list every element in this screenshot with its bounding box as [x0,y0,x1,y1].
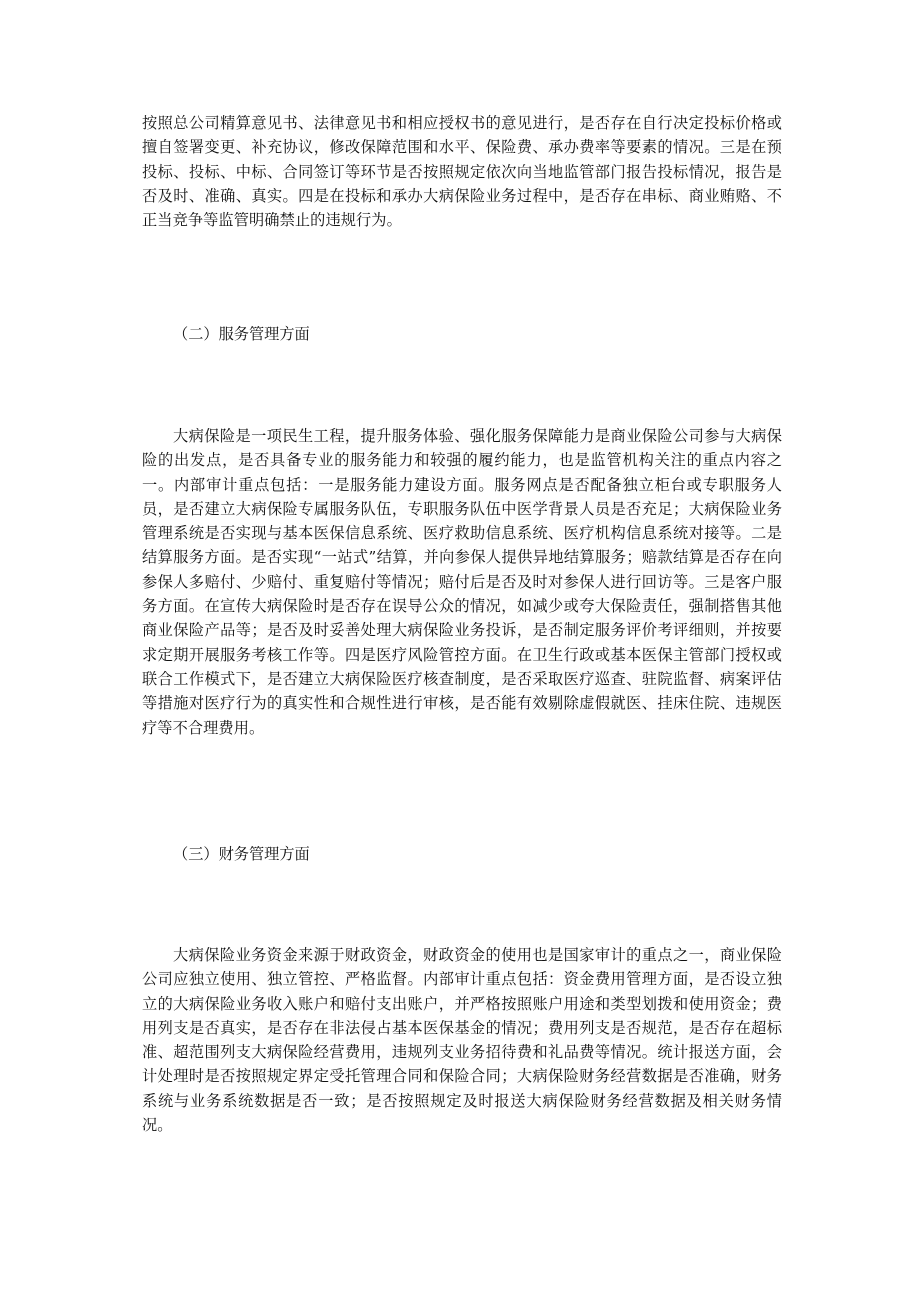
section-heading-finance: （三）财务管理方面 [173,845,310,863]
paragraph-2: 大病保险是一项民生工程，提升服务体验、强化服务保障能力是商业保险公司参与大病保险的出发点，是否具备专业的服务能力和较强的履约能力，也是监管机构关注的重点内容之一。内部审计重点包括：一是服务能力建设方面。服务网点是否配备独立柜台或专职服务人员，是否建立大病保险专属服务队伍，专职服务队伍中医学背景人员是否充足；大病保险业务管理系统是否实现与基本医保信息系统、医疗救助信息系统、医疗机构信息系统对接等。二是结算服务方面。是否实现“一站式”结算，并向参保人提供异地结算服务；赔款结算是否存在向参保人多赔付、少赔付、重复赔付等情况；赔付后是否及时对参保人进行回访等。三是客户服务方面。在宣传大病保险时是否存在误导公众的情况，如减少或夸大保险责任，强制搭售其他商业保险产品等；是否及时妥善处理大病保险业务投诉，是否制定服务评价考评细则，并按要求定期开展服务考核工作等。四是医疗风险管控方面。在卫生行政或基本医保主管部门授权或联合工作模式下，是否建立大病保险医疗核查制度，是否采取医疗巡查、驻院监督、病案评估等措施对医疗行为的真实性和合规性进行审核，是否能有效剔除虚假就医、挂床住院、违规医疗等不合理费用。 [142,427,782,737]
paragraph-3: 大病保险业务资金来源于财政资金，财政资金的使用也是国家审计的重点之一，商业保险公司应独立使用、独立管控、严格监督。内部审计重点包括：资金费用管理方面，是否设立独立的大病保险业务收入账户和赔付支出账户，并严格按照账户用途和类型划拨和使用资金；费用列支是否真实，是否存在非法侵占基本医保基金的情况；费用列支是否规范，是否存在超标准、超范围列支大病保险经营费用，违规列支业务招待费和礼品费等情况。统计报送方面，会计处理时是否按照规定界定受托管理合同和保险合同；大病保险财务经营数据是否准确，财务系统与业务系统数据是否一致；是否按照规定及时报送大病保险财务经营数据及相关财务情况。 [142,946,782,1135]
paragraph-1: 按照总公司精算意见书、法律意见书和相应授权书的意见进行，是否存在自行决定投标价格或擅自签署变更、补充协议，修改保障范围和水平、保险费、承办费率等要素的情况。三是在预投标、投标、中标、合同签订等环节是否按照规定依次向当地监管部门报告投标情况，报告是否及时、准确、真实。四是在投标和承办大病保险业务过程中，是否存在串标、商业贿赂、不正当竞争等监管明确禁止的违规行为。 [142,114,782,230]
section-heading-service: （二）服务管理方面 [173,325,310,343]
